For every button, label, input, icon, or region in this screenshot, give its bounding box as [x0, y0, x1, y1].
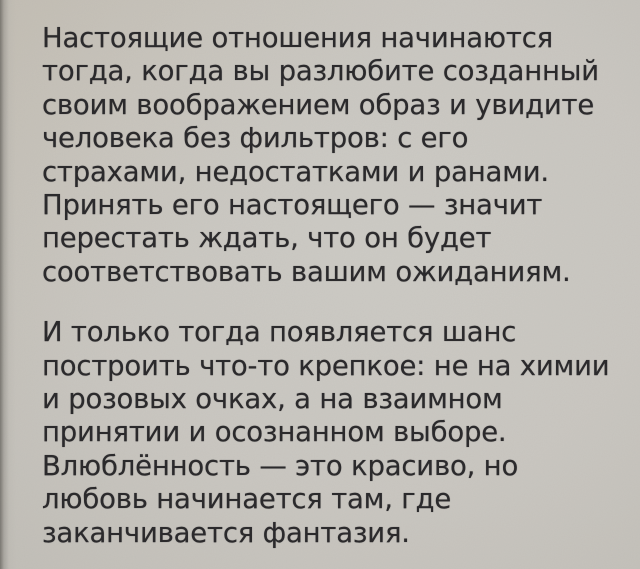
quote-paragraph	[42, 316, 640, 550]
quote-line: И только тогда появляется шанс	[42, 316, 517, 349]
quote-line: человека без фильтров: с его	[42, 122, 469, 155]
quote-line: страхами, недостатками и ранами.	[42, 155, 549, 188]
quote-line: перестать ждать, что он будет	[42, 222, 492, 255]
quote-line: построить что-то крепкое: не на химии	[42, 349, 610, 382]
quote-line: любовь начинается там, где	[42, 483, 452, 516]
quote-line: принятии и осознанном выборе.	[42, 416, 507, 449]
quote-line: соответствовать вашим ожиданиям.	[42, 255, 571, 288]
quote-text-block	[42, 22, 640, 550]
quote-line: и розовых очках, а на взаимном	[42, 383, 503, 416]
quote-line: Принять его настоящего — значит	[42, 189, 543, 222]
quote-line: своим воображением образ и увидите	[42, 88, 595, 121]
quote-paragraph	[42, 22, 640, 289]
quote-line: Влюблённость — это красиво, но	[42, 449, 519, 482]
quote-line: заканчивается фантазия.	[42, 516, 410, 549]
quote-line: Настоящие отношения начинаются	[42, 22, 553, 54]
quote-line: тогда, когда вы разлюбите созданный	[42, 55, 599, 88]
